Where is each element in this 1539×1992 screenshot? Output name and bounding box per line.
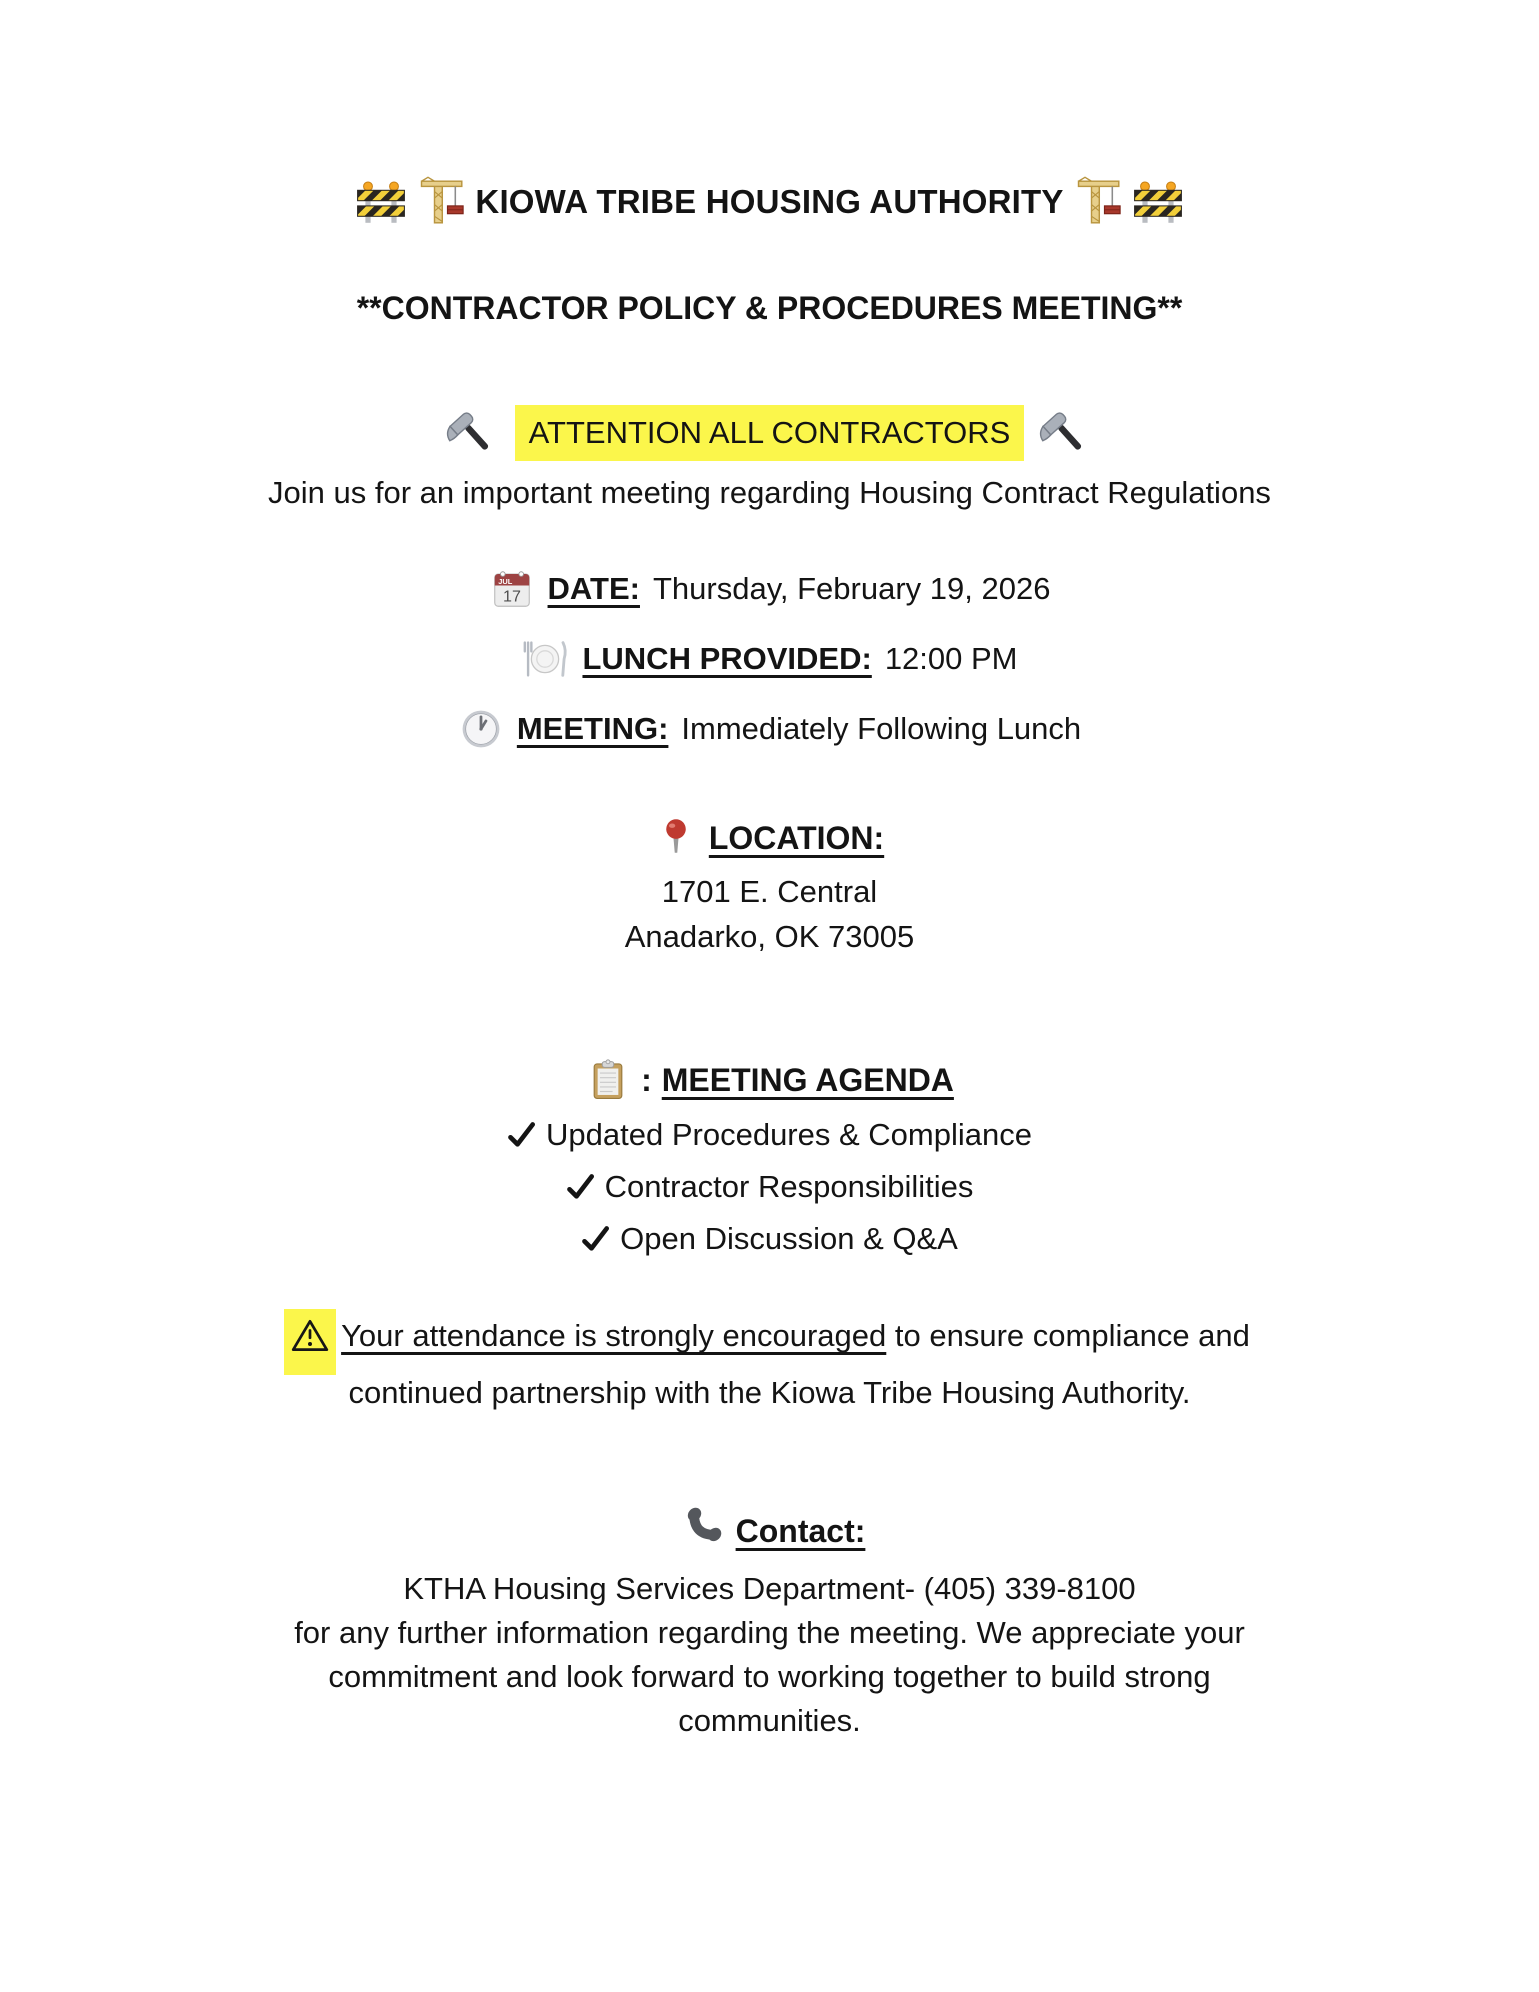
agenda-label: MEETING AGENDA (661, 1061, 954, 1098)
hammer-icon (445, 405, 501, 461)
agenda-items (0, 1115, 1539, 1259)
construction-barrier-icon (355, 176, 407, 228)
flyer-title-row (0, 176, 1539, 228)
clock-icon (458, 706, 504, 752)
clipboard-icon (585, 1057, 631, 1103)
hammer-icon (1038, 405, 1094, 461)
crane-icon (1072, 176, 1124, 228)
crane-icon (415, 176, 467, 228)
notice-rest-text: to ensure compliance and (886, 1318, 1250, 1353)
contact-line: commitment and look forward to working together to build strong (328, 1659, 1211, 1694)
contact-line: KTHA Housing Services Department- (405) 339-8100 (403, 1571, 1136, 1606)
detail-row-lunch (0, 635, 1539, 683)
meeting-subtitle: **CONTRACTOR POLICY & PROCEDURES MEETING** (356, 290, 1183, 326)
date-label: DATE: (547, 571, 640, 606)
agenda-item-label: Updated Procedures & Compliance (546, 1117, 1032, 1152)
contact-label: Contact: (735, 1512, 866, 1549)
address-line-2: Anadarko, OK 73005 (624, 919, 915, 954)
phone-receiver-icon (674, 1507, 722, 1555)
detail-row-date (0, 565, 1539, 613)
lunch-value: 12:00 PM (884, 641, 1018, 676)
notice-underlined-text: Your attendance is strongly encouraged (341, 1318, 887, 1353)
fork-knife-plate-icon (521, 636, 569, 682)
check-mark-icon (507, 1121, 535, 1149)
calendar-day-label: 17 (502, 587, 521, 606)
meeting-value: Immediately Following Lunch (681, 711, 1082, 746)
calendar-icon (489, 566, 535, 612)
meeting-label: MEETING: (516, 711, 669, 746)
notice-line-2: continued partnership with the Kiowa Tribe Housing Authority. (348, 1375, 1191, 1410)
date-value: Thursday, February 19, 2026 (652, 571, 1051, 606)
construction-barrier-icon (1132, 176, 1184, 228)
agenda-item-label: Contractor Responsibilities (604, 1169, 974, 1204)
agenda-item-label: Open Discussion & Q&A (620, 1221, 958, 1256)
address-line-1: 1701 E. Central (661, 874, 878, 909)
warning-highlight (289, 1315, 331, 1357)
agenda-heading (0, 1057, 1539, 1103)
check-mark-icon (566, 1173, 594, 1201)
page-title: KIOWA TRIBE HOUSING AUTHORITY (475, 183, 1064, 220)
calendar-month-label: JUL (497, 576, 512, 586)
check-mark-icon (581, 1225, 609, 1253)
agenda-separator: : (641, 1061, 652, 1098)
detail-row-meeting (0, 705, 1539, 753)
contact-text (0, 1567, 1539, 1743)
contact-line: communities. (678, 1703, 861, 1738)
location-heading (0, 817, 1539, 859)
notice-line-1 (0, 1315, 1539, 1357)
agenda-item (0, 1115, 1539, 1155)
agenda-item (0, 1219, 1539, 1259)
round-pushpin-icon (655, 817, 697, 859)
contact-line: for any further information regarding the meeting. We appreciate your (294, 1615, 1245, 1650)
warning-icon (289, 1315, 331, 1357)
attention-highlight: ATTENTION ALL CONTRACTORS (515, 405, 1025, 461)
lunch-label: LUNCH PROVIDED: (582, 641, 872, 676)
attendance-notice (0, 1315, 1539, 1411)
contact-heading (0, 1507, 1539, 1555)
attention-subline: Join us for an important meeting regarding Housing Contract Regulations (268, 475, 1271, 510)
location-label: LOCATION: (708, 819, 885, 856)
attention-row (0, 405, 1539, 461)
agenda-item (0, 1167, 1539, 1207)
